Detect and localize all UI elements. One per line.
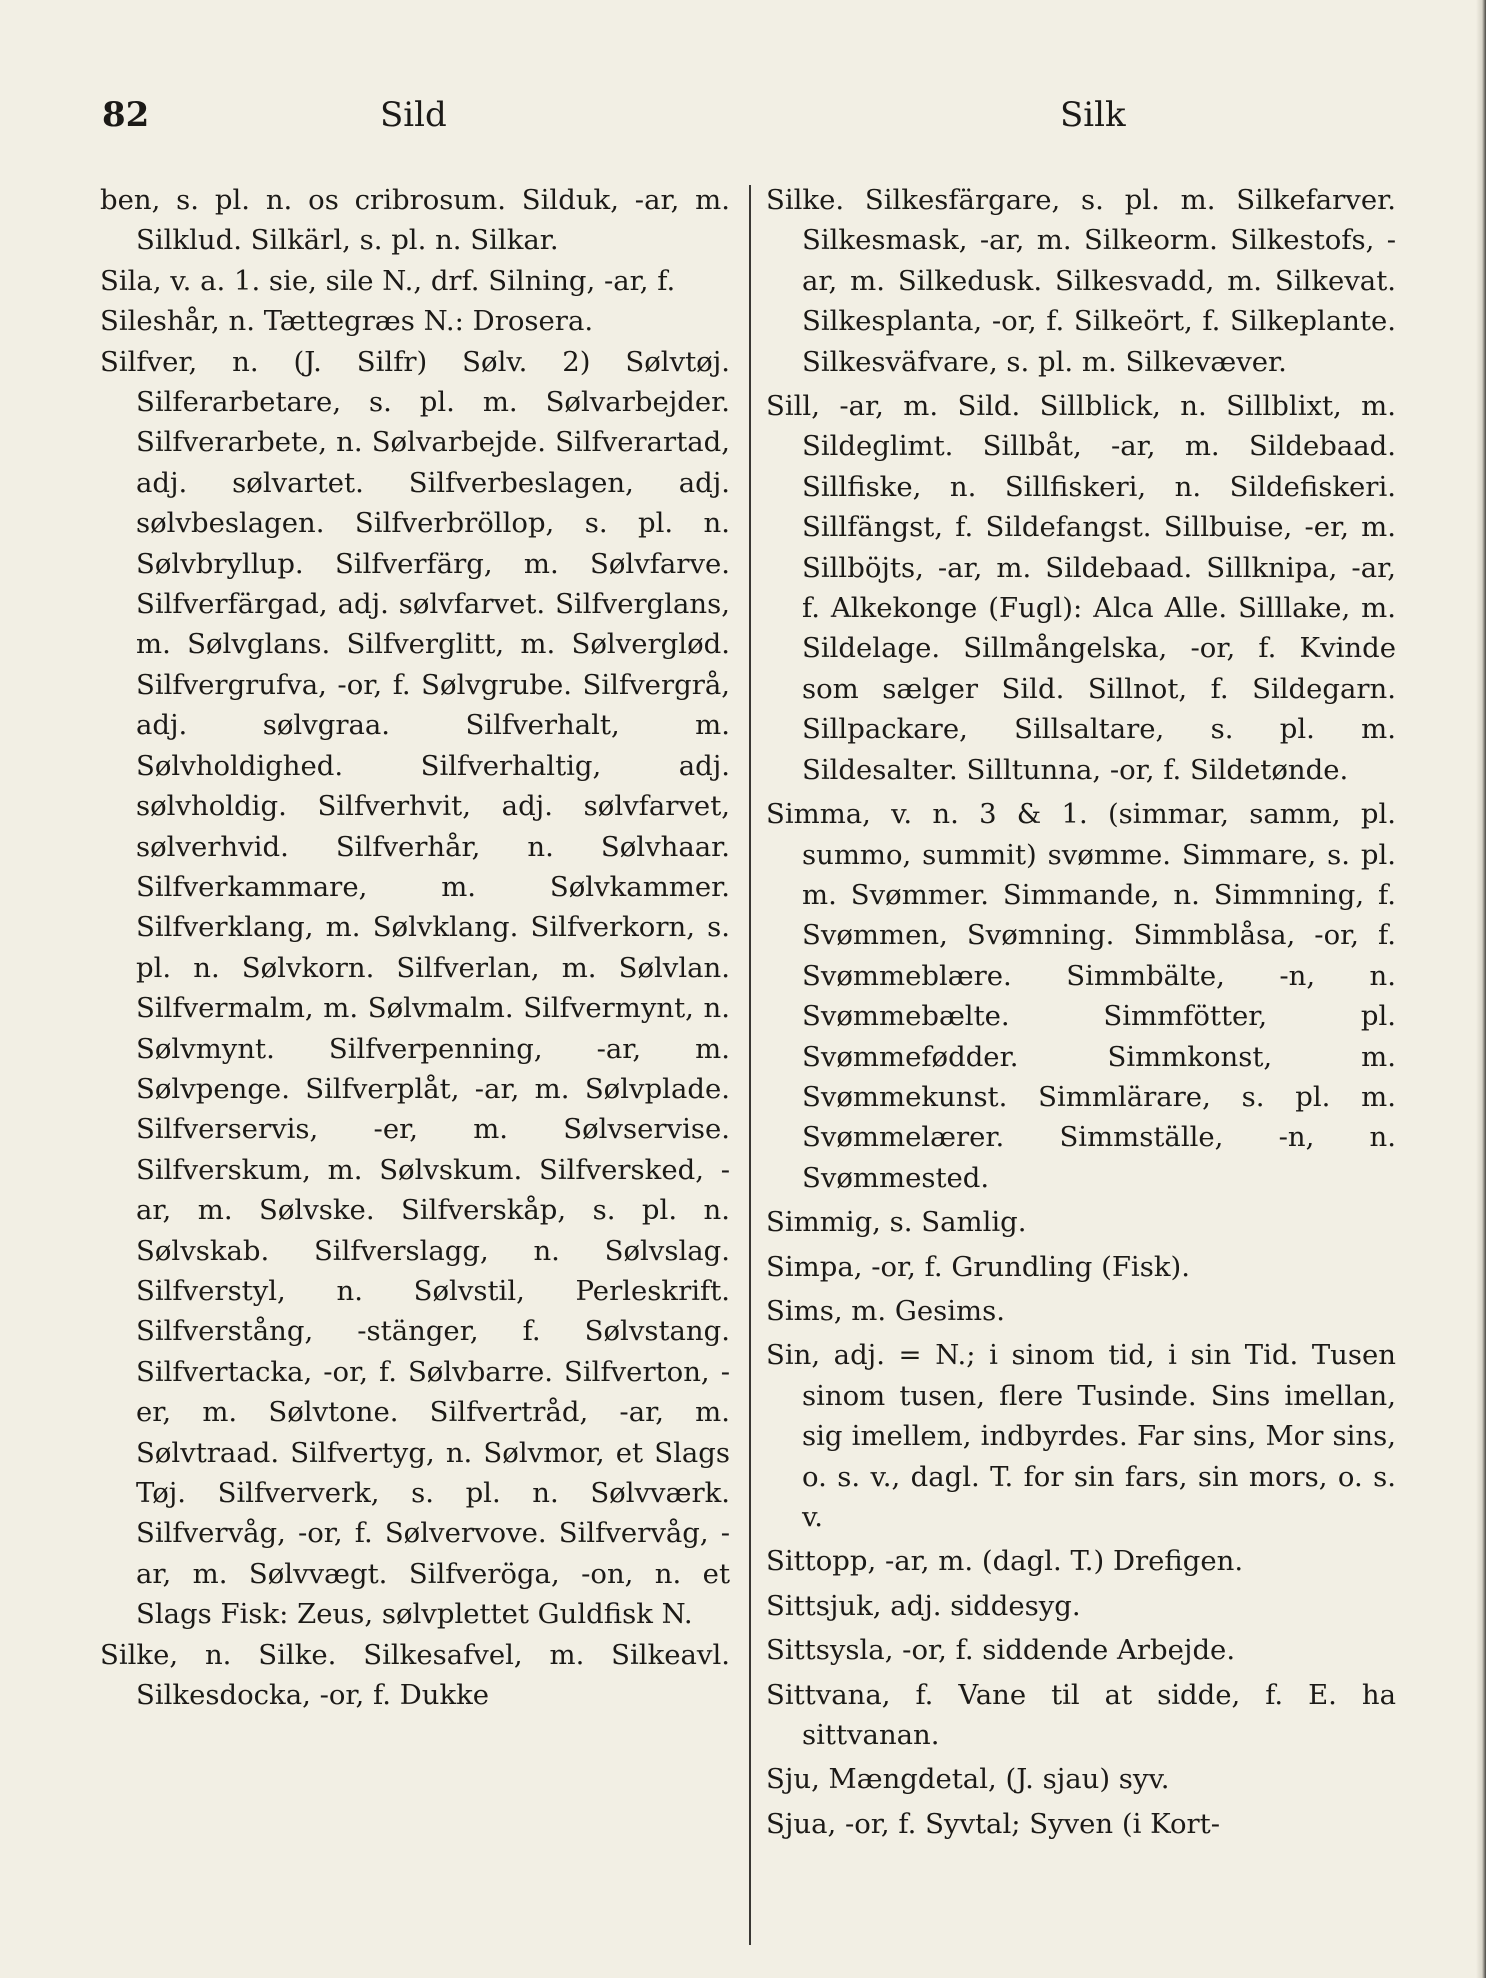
dictionary-entry: Sill, -ar, m. Sild. Sillblick, n. Sillblixt, m. Sildeglimt. Sillbåt, -ar, m. Sildebaad. Sillfiske, n. Sillfiskeri, n. Sildefiskeri. Sillfängst, f. Sildefangst. Sillbuise, -er, m. Sillböjts, -ar, m. Sildebaad. Sillknipa, -ar, f. Alkekonge (Fugl): Alca Alle. Silllake, m. Sildelage. Sillmångelska, -or, f. Kvinde som sælger Sild. Sillnot, f. Sildegarn. Sillpackare, Sillsaltare, s. pl. m. Sildesalter. Silltunna, -or, f. Sildetønde. [766, 390, 1396, 786]
dictionary-entry: Silfver, n. (J. Silfr) Sølv. 2) Sølvtøj. Silferarbetare, s. pl. m. Sølvarbejder. Silfverarbete, n. Sølvarbejde. Silfverartad, adj. sølvartet. Silfverbeslagen, adj. sølvbeslagen. Silfverbröllop, s. pl. n. Sølvbryllup. Silfverfärg, m. Sølvfarve. Silfverfärgad, adj. sølvfarvet. Silfverglans, m. Sølvglans. Silfverglitt, m. Sølverglød. Silfvergrufva, -or, f. Sølvgrube. Silfvergrå, adj. sølvgraa. Silfverhalt, m. Sølvholdighed. Silfverhaltig, adj. sølvholdig. Silfverhvit, adj. sølvfarvet, sølverhvid. Silfverhår, n. Sølvhaar. Silfverkammare, m. Sølvkammer. Silfverklang, m. Sølvklang. Silfverkorn, s. pl. n. Sølvkorn. Silfverlan, m. Sølvlan. Silfvermalm, m. Sølvmalm. Silfvermynt, n. Sølvmynt. Silfverpenning, -ar, m. Sølvpenge. Silfverplåt, -ar, m. Sølvplade. Silfverservis, -er, m. Sølvservise. Silfverskum, m. Sølvskum. Silfversked, -ar, m. Sølvske. Silfverskåp, s. pl. n. Sølvskab. Silfverslagg, n. Sølvslag. Silfverstyl, n. Sølvstil, Perleskrift. Silfverstång, -stänger, f. Sølvstang. Silfvertacka, -or, f. Sølvbarre. Silfverton, -er, m. Sølvtone. Silfvertråd, -ar, m. Sølvtraad. Silfvertyg, n. Sølvmor, et Slags Tøj. Silfververk, s. pl. n. Sølvværk. Silfvervåg, -or, f. Sølvervove. Silfvervåg, -ar, m. Sølvvægt. Silfveröga, -on, n. et Slags Fisk: Zeus, sølvplettet Guldfisk N. [100, 345, 730, 1631]
page-number: 82 [102, 95, 150, 135]
dictionary-entry: Silke. Silkesfärgare, s. pl. m. Silkefarver. Silkesmask, -ar, m. Silkeorm. Silkestofs, -ar, m. Silkedusk. Silkesvadd, m. Silkevat. Silkesplanta, -or, f. Silkeört, f. Silkeplante. Silkesväfvare, s. pl. m. Silkevæver. [766, 184, 1396, 378]
dictionary-entry: Simpa, -or, f. Grundling (Fisk). [766, 1250, 1190, 1283]
dictionary-entry: Sjua, -or, f. Syvtal; Syven (i Kort- [766, 1807, 1221, 1840]
dictionary-entry: Sju, Mængdetal, (J. sjau) syv. [766, 1763, 1170, 1796]
dictionary-entry: Simma, v. n. 3 & 1. (simmar, samm, pl. summo, summit) svømme. Simmare, s. pl. m. Svømmer. Simmande, n. Simmning, f. Svømmen, Svømning. Simmblåsa, -or, f. Svømmeblære. Simmbälte, -n, n. Svømmebælte. Simmfötter, pl. Svømmefødder. Simmkonst, m. Svømmekunst. Simmlärare, s. pl. m. Svømmelærer. Simmställe, -n, n. Svømmested. [766, 798, 1396, 1194]
dictionary-entry: Sin, adj. = N.; i sinom tid, i sin Tid. Tusen sinom tusen, flere Tusinde. Sins imellan, sig imellem, indbyrdes. Far sins, Mor sins, o. s. v., dagl. T. for sin fars, sin mors, o. s. v. [766, 1339, 1396, 1533]
right-column [766, 180, 1396, 1844]
dictionary-entry: Simmig, s. Samlig. [766, 1206, 1027, 1239]
dictionary-entry: ben, s. pl. n. os cribrosum. Silduk, -ar, m. Silklud. Silkärl, s. pl. n. Silkar. [100, 184, 730, 257]
dictionary-entry: Silke, n. Silke. Silkesafvel, m. Silkeavl. Silkesdocka, -or, f. Dukke [100, 1638, 730, 1712]
dictionary-entry: Sittvana, f. Vane til at sidde, f. E. ha sittvanan. [766, 1678, 1396, 1752]
dictionary-entry: Sileshår, n. Tættegræs N.: Drosera. [100, 305, 594, 338]
running-header [0, 95, 1486, 145]
guideword-left: Sild [380, 95, 447, 135]
left-column [100, 180, 730, 1715]
guideword-right: Silk [1060, 95, 1126, 135]
dictionary-entry: Sila, v. a. 1. sie, sile N., drf. Silning, -ar, f. [100, 264, 676, 297]
column-divider [749, 185, 751, 1945]
dictionary-entry: Sims, m. Gesims. [766, 1294, 1005, 1327]
dictionary-entry: Sittsysla, -or, f. siddende Arbejde. [766, 1634, 1236, 1667]
dictionary-entry: Sittsjuk, adj. siddesyg. [766, 1589, 1081, 1622]
page-edge-shadow [1476, 0, 1486, 1978]
dictionary-entry: Sittopp, -ar, m. (dagl. T.) Drefigen. [766, 1545, 1244, 1578]
